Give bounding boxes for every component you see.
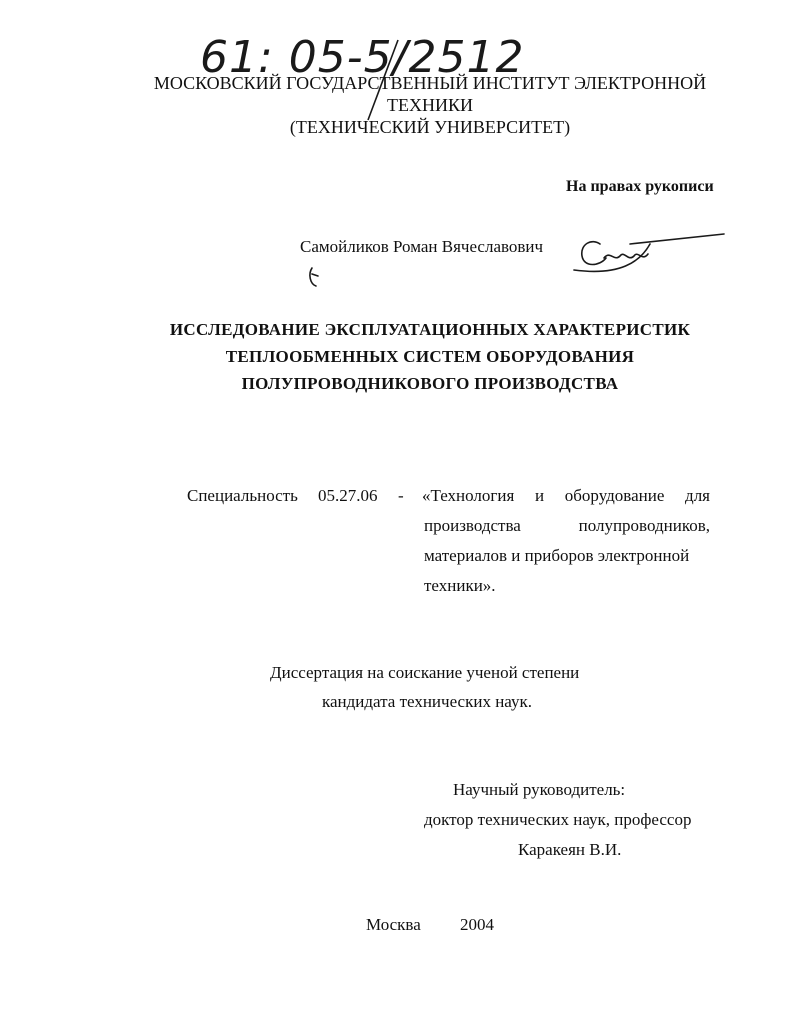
thesis-title-line2: ТЕПЛООБМЕННЫХ СИСТЕМ ОБОРУДОВАНИЯ [225,347,635,366]
specialty-description-line2: производства полупроводников, [424,516,710,535]
specialty-description-line3: материалов и приборов электронной [424,546,690,565]
supervisor-label: Научный руководитель: [453,780,626,799]
rights-note: На правах рукописи [566,178,714,195]
supervisor-degree: доктор технических наук, профессор [424,810,692,829]
footer-city: Москва [366,915,421,934]
specialty-dash: - [398,486,404,505]
supervisor-name: Каракеян В.И. [518,840,622,859]
footer-year: 2004 [460,915,494,934]
thesis-title-line3: ПОЛУПРОВОДНИКОВОГО ПРОИЗВОДСТВА [241,374,619,393]
institution-name-line3: (ТЕХНИЧЕСКИЙ УНИВЕРСИТЕТ) [289,117,571,137]
thesis-title-line1: ИССЛЕДОВАНИЕ ЭКСПЛУАТАЦИОННЫХ ХАРАКТЕРИСТИК [169,320,691,339]
specialty-label: Специальность [187,486,298,505]
author-name: Самойликов Роман Вячеславович [300,237,544,256]
dissertation-line2: кандидата технических наук. [322,692,532,711]
institution-name-line1: МОСКОВСКИЙ ГОСУДАРСТВЕННЫЙ ИНСТИТУТ ЭЛЕКТРОННОЙ [153,73,707,93]
specialty-description-line1: «Технология и оборудование для [422,486,710,505]
specialty-description-line4: техники». [424,576,496,595]
archive-stamp-handwriting: 61: 05-5/2512 [200,32,525,83]
dissertation-line1: Диссертация на соискание ученой степени [270,663,580,682]
institution-name-line2: ТЕХНИКИ [387,95,473,115]
specialty-code: 05.27.06 [318,486,378,505]
